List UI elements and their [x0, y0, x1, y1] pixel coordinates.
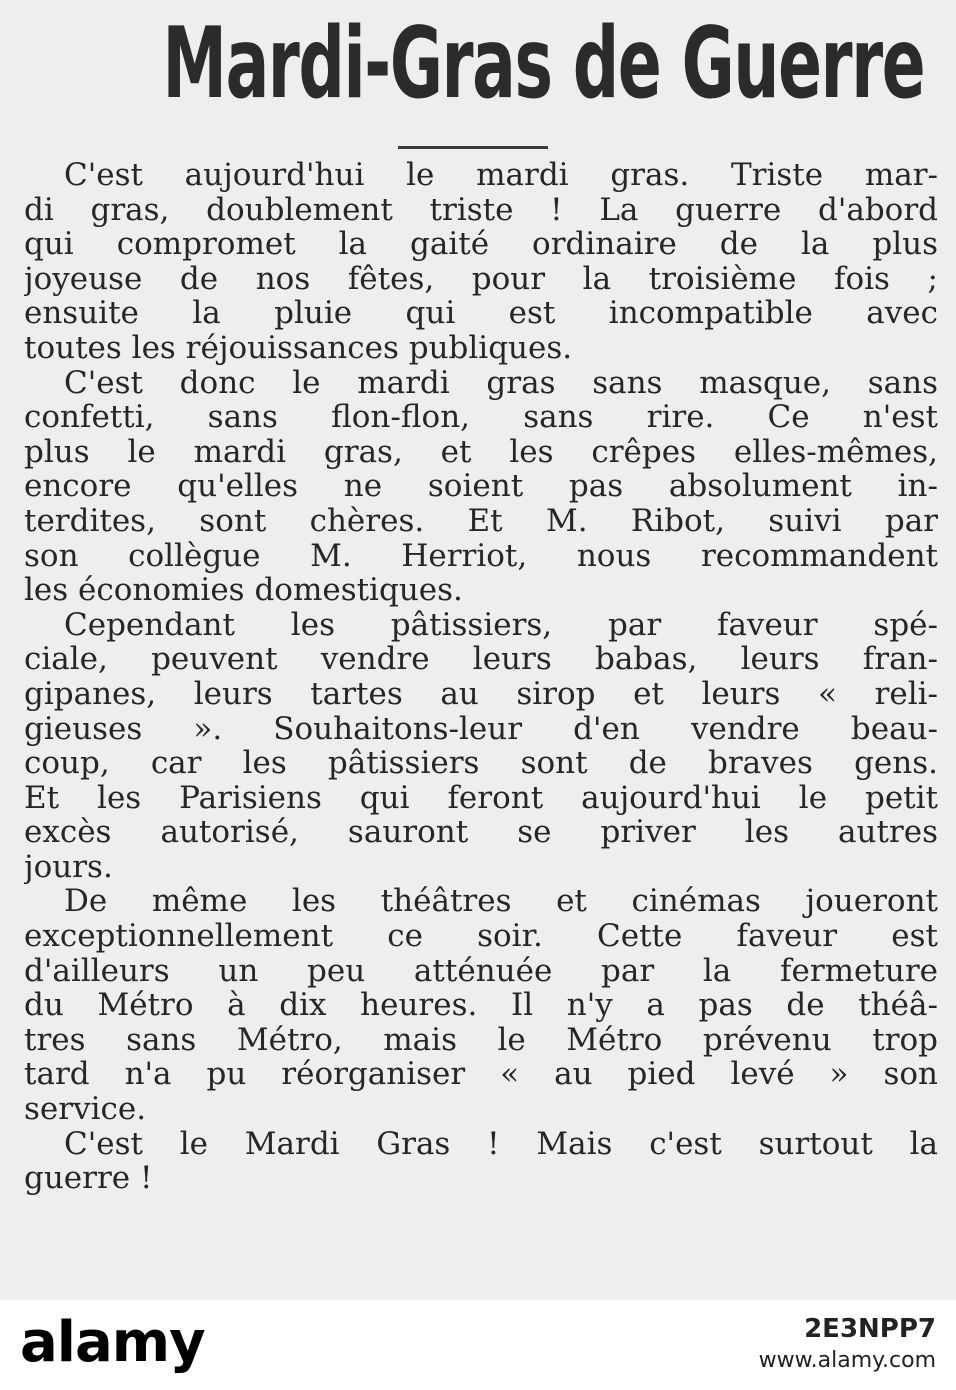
- article-line: Et les Parisiens qui feront aujourd'hui le petit: [24, 780, 938, 816]
- article-line: qui compromet la gaité ordinaire de la plus: [24, 227, 938, 262]
- image-id: 2E3NPP7: [804, 1314, 936, 1344]
- article-line: encore qu'elles ne soient pas absolument in-: [24, 469, 938, 504]
- article-line: guerre !: [24, 1161, 153, 1196]
- headline: Mardi-Gras de Guerre: [162, 7, 925, 121]
- article-line: plus le mardi gras, et les crêpes elles-mêmes,: [24, 434, 938, 470]
- article-line: du Métro à dix heures. Il n'y a pas de théâ-: [24, 988, 938, 1023]
- article-line: ciale, peuvent vendre leurs babas, leurs fran-: [24, 642, 938, 677]
- article-line: C'est aujourd'hui le mardi gras. Triste mar-: [64, 158, 938, 193]
- headline-rule: [398, 146, 548, 149]
- article-line: les économies domestiques.: [24, 573, 463, 608]
- watermark-url: www.alamy.com: [758, 1348, 936, 1373]
- article-line: joyeuse de nos fêtes, pour la troisième fois ;: [24, 261, 938, 297]
- article-line: gipanes, leurs tartes au sirop et leurs « reli-: [24, 676, 938, 712]
- article-line: exceptionnellement ce soir. Cette faveur est: [24, 919, 938, 954]
- article-line: toutes les réjouissances publiques.: [24, 330, 573, 366]
- article-line: terdites, sont chères. Et M. Ribot, suivi par: [24, 503, 938, 539]
- article-line: C'est donc le mardi gras sans masque, sans: [64, 365, 938, 401]
- article-line: De même les théâtres et cinémas joueront: [64, 884, 938, 920]
- article-line: tres sans Métro, mais le Métro prévenu trop: [24, 1022, 938, 1058]
- article-line: son collègue M. Herriot, nous recommandent: [24, 538, 938, 574]
- article-line: C'est le Mardi Gras ! Mais c'est surtout la: [64, 1126, 938, 1162]
- article-line: confetti, sans flon-flon, sans rire. Ce n'est: [24, 400, 938, 435]
- article-line: ensuite la pluie qui est incompatible avec: [24, 296, 938, 331]
- article-line: gieuses ». Souhaitons-leur d'en vendre beau-: [24, 711, 938, 747]
- article-line: service.: [24, 1092, 147, 1127]
- alamy-logo: alamy: [20, 1310, 205, 1375]
- article-line: jours.: [24, 849, 113, 885]
- watermark-meta: [759, 1312, 936, 1376]
- article-line: excès autorisé, sauront se priver les autres: [24, 815, 938, 850]
- article-body: [24, 158, 938, 1196]
- article-line: tard n'a pu réorganiser « au pied levé » son: [24, 1057, 938, 1093]
- article-line: coup, car les pâtissiers sont de braves gens.: [24, 746, 938, 781]
- article-line: di gras, doublement triste ! La guerre d'abord: [24, 192, 938, 228]
- article-line: d'ailleurs un peu atténuée par la fermeture: [24, 953, 938, 989]
- article-line: Cependant les pâtissiers, par faveur spé-: [64, 607, 938, 643]
